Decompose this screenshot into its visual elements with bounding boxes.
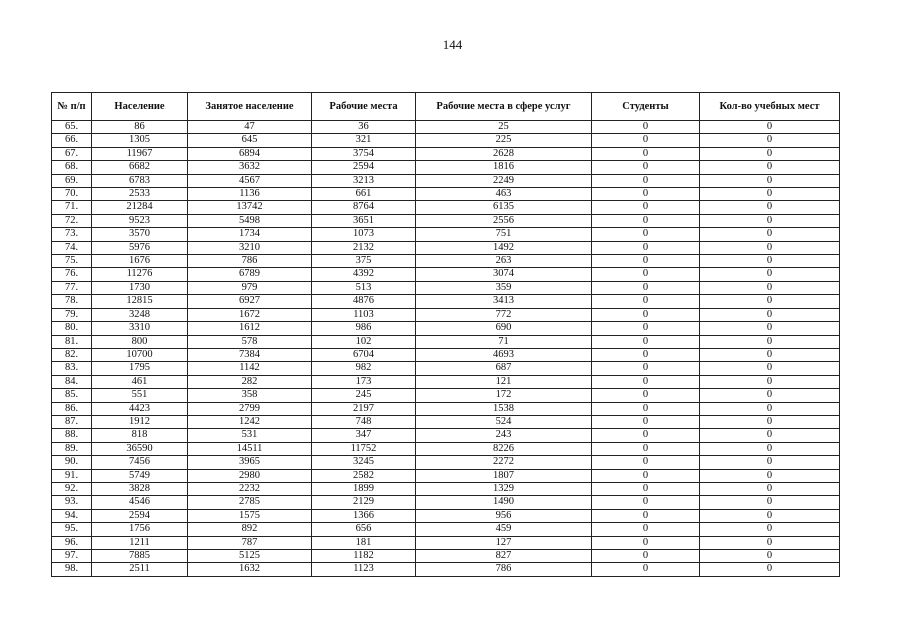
service-jobs-cell: 121 [416,375,592,388]
employed-cell: 892 [188,523,312,536]
employed-cell: 14511 [188,442,312,455]
service-jobs-cell: 2628 [416,147,592,160]
jobs-cell: 2132 [312,241,416,254]
row-index-cell: 93. [52,496,92,509]
jobs-cell: 8764 [312,201,416,214]
jobs-cell: 2594 [312,161,416,174]
service-jobs-cell: 8226 [416,442,592,455]
employed-cell: 6894 [188,147,312,160]
population-cell: 9523 [92,214,188,227]
service-jobs-cell: 6135 [416,201,592,214]
jobs-cell: 3651 [312,214,416,227]
service-jobs-cell: 459 [416,523,592,536]
students-cell: 0 [592,563,700,576]
table-row [52,402,840,415]
row-index-cell: 66. [52,134,92,147]
students-cell: 0 [592,536,700,549]
employed-cell: 2785 [188,496,312,509]
population-cell: 3248 [92,308,188,321]
jobs-cell: 3754 [312,147,416,160]
population-cell: 11276 [92,268,188,281]
header-employed: Занятое население [188,93,312,121]
study-places-cell: 0 [700,255,840,268]
table-row [52,228,840,241]
jobs-cell: 986 [312,322,416,335]
table-row [52,482,840,495]
employed-cell: 4567 [188,174,312,187]
data-table [51,92,840,577]
students-cell: 0 [592,281,700,294]
population-cell: 12815 [92,295,188,308]
row-index-cell: 88. [52,429,92,442]
jobs-cell: 661 [312,188,416,201]
jobs-cell: 181 [312,536,416,549]
study-places-cell: 0 [700,509,840,522]
population-cell: 2594 [92,509,188,522]
employed-cell: 578 [188,335,312,348]
study-places-cell: 0 [700,362,840,375]
table-row [52,536,840,549]
table-row [52,442,840,455]
study-places-cell: 0 [700,415,840,428]
students-cell: 0 [592,295,700,308]
population-cell: 86 [92,121,188,134]
row-index-cell: 77. [52,281,92,294]
service-jobs-cell: 71 [416,335,592,348]
study-places-cell: 0 [700,201,840,214]
students-cell: 0 [592,482,700,495]
row-index-cell: 65. [52,121,92,134]
row-index-cell: 78. [52,295,92,308]
population-cell: 7456 [92,456,188,469]
study-places-cell: 0 [700,496,840,509]
population-cell: 551 [92,389,188,402]
table-row [52,134,840,147]
population-cell: 6682 [92,161,188,174]
study-places-cell: 0 [700,322,840,335]
jobs-cell: 1073 [312,228,416,241]
population-cell: 1912 [92,415,188,428]
employed-cell: 979 [188,281,312,294]
row-index-cell: 83. [52,362,92,375]
students-cell: 0 [592,402,700,415]
population-cell: 3310 [92,322,188,335]
row-index-cell: 95. [52,523,92,536]
population-cell: 1305 [92,134,188,147]
employed-cell: 1734 [188,228,312,241]
row-index-cell: 72. [52,214,92,227]
service-jobs-cell: 751 [416,228,592,241]
service-jobs-cell: 359 [416,281,592,294]
employed-cell: 1612 [188,322,312,335]
employed-cell: 3965 [188,456,312,469]
students-cell: 0 [592,188,700,201]
jobs-cell: 36 [312,121,416,134]
jobs-cell: 982 [312,362,416,375]
jobs-cell: 11752 [312,442,416,455]
students-cell: 0 [592,469,700,482]
employed-cell: 786 [188,255,312,268]
jobs-cell: 1899 [312,482,416,495]
students-cell: 0 [592,550,700,563]
employed-cell: 6789 [188,268,312,281]
employed-cell: 2980 [188,469,312,482]
row-index-cell: 81. [52,335,92,348]
row-index-cell: 74. [52,241,92,254]
jobs-cell: 173 [312,375,416,388]
population-cell: 5976 [92,241,188,254]
employed-cell: 6927 [188,295,312,308]
header-students: Студенты [592,93,700,121]
service-jobs-cell: 1490 [416,496,592,509]
service-jobs-cell: 827 [416,550,592,563]
row-index-cell: 68. [52,161,92,174]
employed-cell: 1632 [188,563,312,576]
row-index-cell: 96. [52,536,92,549]
students-cell: 0 [592,456,700,469]
study-places-cell: 0 [700,281,840,294]
population-cell: 10700 [92,348,188,361]
jobs-cell: 2129 [312,496,416,509]
table-row [52,469,840,482]
students-cell: 0 [592,429,700,442]
jobs-cell: 656 [312,523,416,536]
population-cell: 7885 [92,550,188,563]
study-places-cell: 0 [700,456,840,469]
employed-cell: 7384 [188,348,312,361]
service-jobs-cell: 25 [416,121,592,134]
employed-cell: 358 [188,389,312,402]
population-cell: 2533 [92,188,188,201]
students-cell: 0 [592,509,700,522]
table-row [52,241,840,254]
students-cell: 0 [592,375,700,388]
employed-cell: 47 [188,121,312,134]
jobs-cell: 4392 [312,268,416,281]
students-cell: 0 [592,348,700,361]
population-cell: 1730 [92,281,188,294]
study-places-cell: 0 [700,134,840,147]
population-cell: 5749 [92,469,188,482]
service-jobs-cell: 1816 [416,161,592,174]
population-cell: 800 [92,335,188,348]
row-index-cell: 79. [52,308,92,321]
students-cell: 0 [592,496,700,509]
study-places-cell: 0 [700,308,840,321]
employed-cell: 5125 [188,550,312,563]
study-places-cell: 0 [700,214,840,227]
table-row [52,281,840,294]
students-cell: 0 [592,255,700,268]
jobs-cell: 3245 [312,456,416,469]
jobs-cell: 3213 [312,174,416,187]
study-places-cell: 0 [700,469,840,482]
table-row [52,174,840,187]
study-places-cell: 0 [700,335,840,348]
students-cell: 0 [592,389,700,402]
students-cell: 0 [592,228,700,241]
study-places-cell: 0 [700,188,840,201]
jobs-cell: 2582 [312,469,416,482]
employed-cell: 13742 [188,201,312,214]
employed-cell: 1242 [188,415,312,428]
jobs-cell: 513 [312,281,416,294]
service-jobs-cell: 127 [416,536,592,549]
service-jobs-cell: 687 [416,362,592,375]
page-number: 144 [442,37,463,52]
service-jobs-cell: 172 [416,389,592,402]
service-jobs-cell: 1807 [416,469,592,482]
employed-cell: 531 [188,429,312,442]
row-index-cell: 94. [52,509,92,522]
students-cell: 0 [592,121,700,134]
population-cell: 818 [92,429,188,442]
study-places-cell: 0 [700,550,840,563]
service-jobs-cell: 3074 [416,268,592,281]
jobs-cell: 1182 [312,550,416,563]
study-places-cell: 0 [700,389,840,402]
row-index-cell: 75. [52,255,92,268]
employed-cell: 2232 [188,482,312,495]
row-index-cell: 70. [52,188,92,201]
study-places-cell: 0 [700,161,840,174]
study-places-cell: 0 [700,295,840,308]
service-jobs-cell: 1329 [416,482,592,495]
study-places-cell: 0 [700,174,840,187]
employed-cell: 282 [188,375,312,388]
table-row [52,496,840,509]
table-row [52,188,840,201]
table-row [52,415,840,428]
table-row [52,308,840,321]
study-places-cell: 0 [700,536,840,549]
table-body [52,121,840,577]
table-row [52,509,840,522]
study-places-cell: 0 [700,482,840,495]
study-places-cell: 0 [700,523,840,536]
population-cell: 2511 [92,563,188,576]
row-index-cell: 90. [52,456,92,469]
jobs-cell: 245 [312,389,416,402]
students-cell: 0 [592,241,700,254]
service-jobs-cell: 1492 [416,241,592,254]
students-cell: 0 [592,174,700,187]
row-index-cell: 71. [52,201,92,214]
table-row [52,389,840,402]
header-row [52,93,840,121]
employed-cell: 787 [188,536,312,549]
students-cell: 0 [592,308,700,321]
service-jobs-cell: 4693 [416,348,592,361]
population-cell: 11967 [92,147,188,160]
employed-cell: 645 [188,134,312,147]
service-jobs-cell: 263 [416,255,592,268]
service-jobs-cell: 2272 [416,456,592,469]
study-places-cell: 0 [700,121,840,134]
table-row [52,375,840,388]
row-index-cell: 67. [52,147,92,160]
jobs-cell: 102 [312,335,416,348]
row-index-cell: 82. [52,348,92,361]
students-cell: 0 [592,201,700,214]
jobs-cell: 1103 [312,308,416,321]
population-cell: 3828 [92,482,188,495]
study-places-cell: 0 [700,442,840,455]
table-row [52,322,840,335]
students-cell: 0 [592,322,700,335]
row-index-cell: 69. [52,174,92,187]
service-jobs-cell: 2556 [416,214,592,227]
students-cell: 0 [592,362,700,375]
service-jobs-cell: 956 [416,509,592,522]
students-cell: 0 [592,214,700,227]
students-cell: 0 [592,161,700,174]
row-index-cell: 92. [52,482,92,495]
employed-cell: 1136 [188,188,312,201]
employed-cell: 1672 [188,308,312,321]
table-row [52,121,840,134]
study-places-cell: 0 [700,147,840,160]
table-row [52,563,840,576]
population-cell: 6783 [92,174,188,187]
population-cell: 4423 [92,402,188,415]
population-cell: 3570 [92,228,188,241]
service-jobs-cell: 225 [416,134,592,147]
row-index-cell: 89. [52,442,92,455]
table-row [52,523,840,536]
header-service-jobs: Рабочие места в сфере услуг [416,93,592,121]
population-cell: 21284 [92,201,188,214]
table-row [52,429,840,442]
employed-cell: 1575 [188,509,312,522]
employed-cell: 5498 [188,214,312,227]
jobs-cell: 1366 [312,509,416,522]
service-jobs-cell: 463 [416,188,592,201]
table-row [52,161,840,174]
jobs-cell: 6704 [312,348,416,361]
service-jobs-cell: 772 [416,308,592,321]
population-cell: 1756 [92,523,188,536]
students-cell: 0 [592,134,700,147]
employed-cell: 2799 [188,402,312,415]
row-index-cell: 98. [52,563,92,576]
table-row [52,348,840,361]
service-jobs-cell: 690 [416,322,592,335]
header-study-places: Кол-во учебных мест [700,93,840,121]
jobs-cell: 2197 [312,402,416,415]
jobs-cell: 347 [312,429,416,442]
row-index-cell: 84. [52,375,92,388]
study-places-cell: 0 [700,429,840,442]
study-places-cell: 0 [700,228,840,241]
table-row [52,362,840,375]
table-row [52,147,840,160]
table-row [52,335,840,348]
table-row [52,550,840,563]
employed-cell: 3632 [188,161,312,174]
students-cell: 0 [592,268,700,281]
row-index-cell: 80. [52,322,92,335]
students-cell: 0 [592,335,700,348]
row-index-cell: 76. [52,268,92,281]
service-jobs-cell: 2249 [416,174,592,187]
table-row [52,295,840,308]
table-row [52,268,840,281]
service-jobs-cell: 524 [416,415,592,428]
students-cell: 0 [592,523,700,536]
students-cell: 0 [592,442,700,455]
table-row [52,214,840,227]
table-row [52,255,840,268]
study-places-cell: 0 [700,348,840,361]
row-index-cell: 86. [52,402,92,415]
header-index: № п/п [52,93,92,121]
jobs-cell: 1123 [312,563,416,576]
population-cell: 1676 [92,255,188,268]
jobs-cell: 321 [312,134,416,147]
population-cell: 36590 [92,442,188,455]
service-jobs-cell: 3413 [416,295,592,308]
population-cell: 4546 [92,496,188,509]
population-cell: 461 [92,375,188,388]
header-jobs: Рабочие места [312,93,416,121]
students-cell: 0 [592,415,700,428]
header-population: Население [92,93,188,121]
study-places-cell: 0 [700,563,840,576]
service-jobs-cell: 243 [416,429,592,442]
employed-cell: 3210 [188,241,312,254]
study-places-cell: 0 [700,241,840,254]
jobs-cell: 375 [312,255,416,268]
row-index-cell: 85. [52,389,92,402]
row-index-cell: 91. [52,469,92,482]
table-row [52,456,840,469]
population-cell: 1795 [92,362,188,375]
row-index-cell: 97. [52,550,92,563]
jobs-cell: 4876 [312,295,416,308]
service-jobs-cell: 1538 [416,402,592,415]
table-row [52,201,840,214]
jobs-cell: 748 [312,415,416,428]
employed-cell: 1142 [188,362,312,375]
study-places-cell: 0 [700,375,840,388]
row-index-cell: 73. [52,228,92,241]
service-jobs-cell: 786 [416,563,592,576]
students-cell: 0 [592,147,700,160]
study-places-cell: 0 [700,268,840,281]
population-cell: 1211 [92,536,188,549]
row-index-cell: 87. [52,415,92,428]
study-places-cell: 0 [700,402,840,415]
